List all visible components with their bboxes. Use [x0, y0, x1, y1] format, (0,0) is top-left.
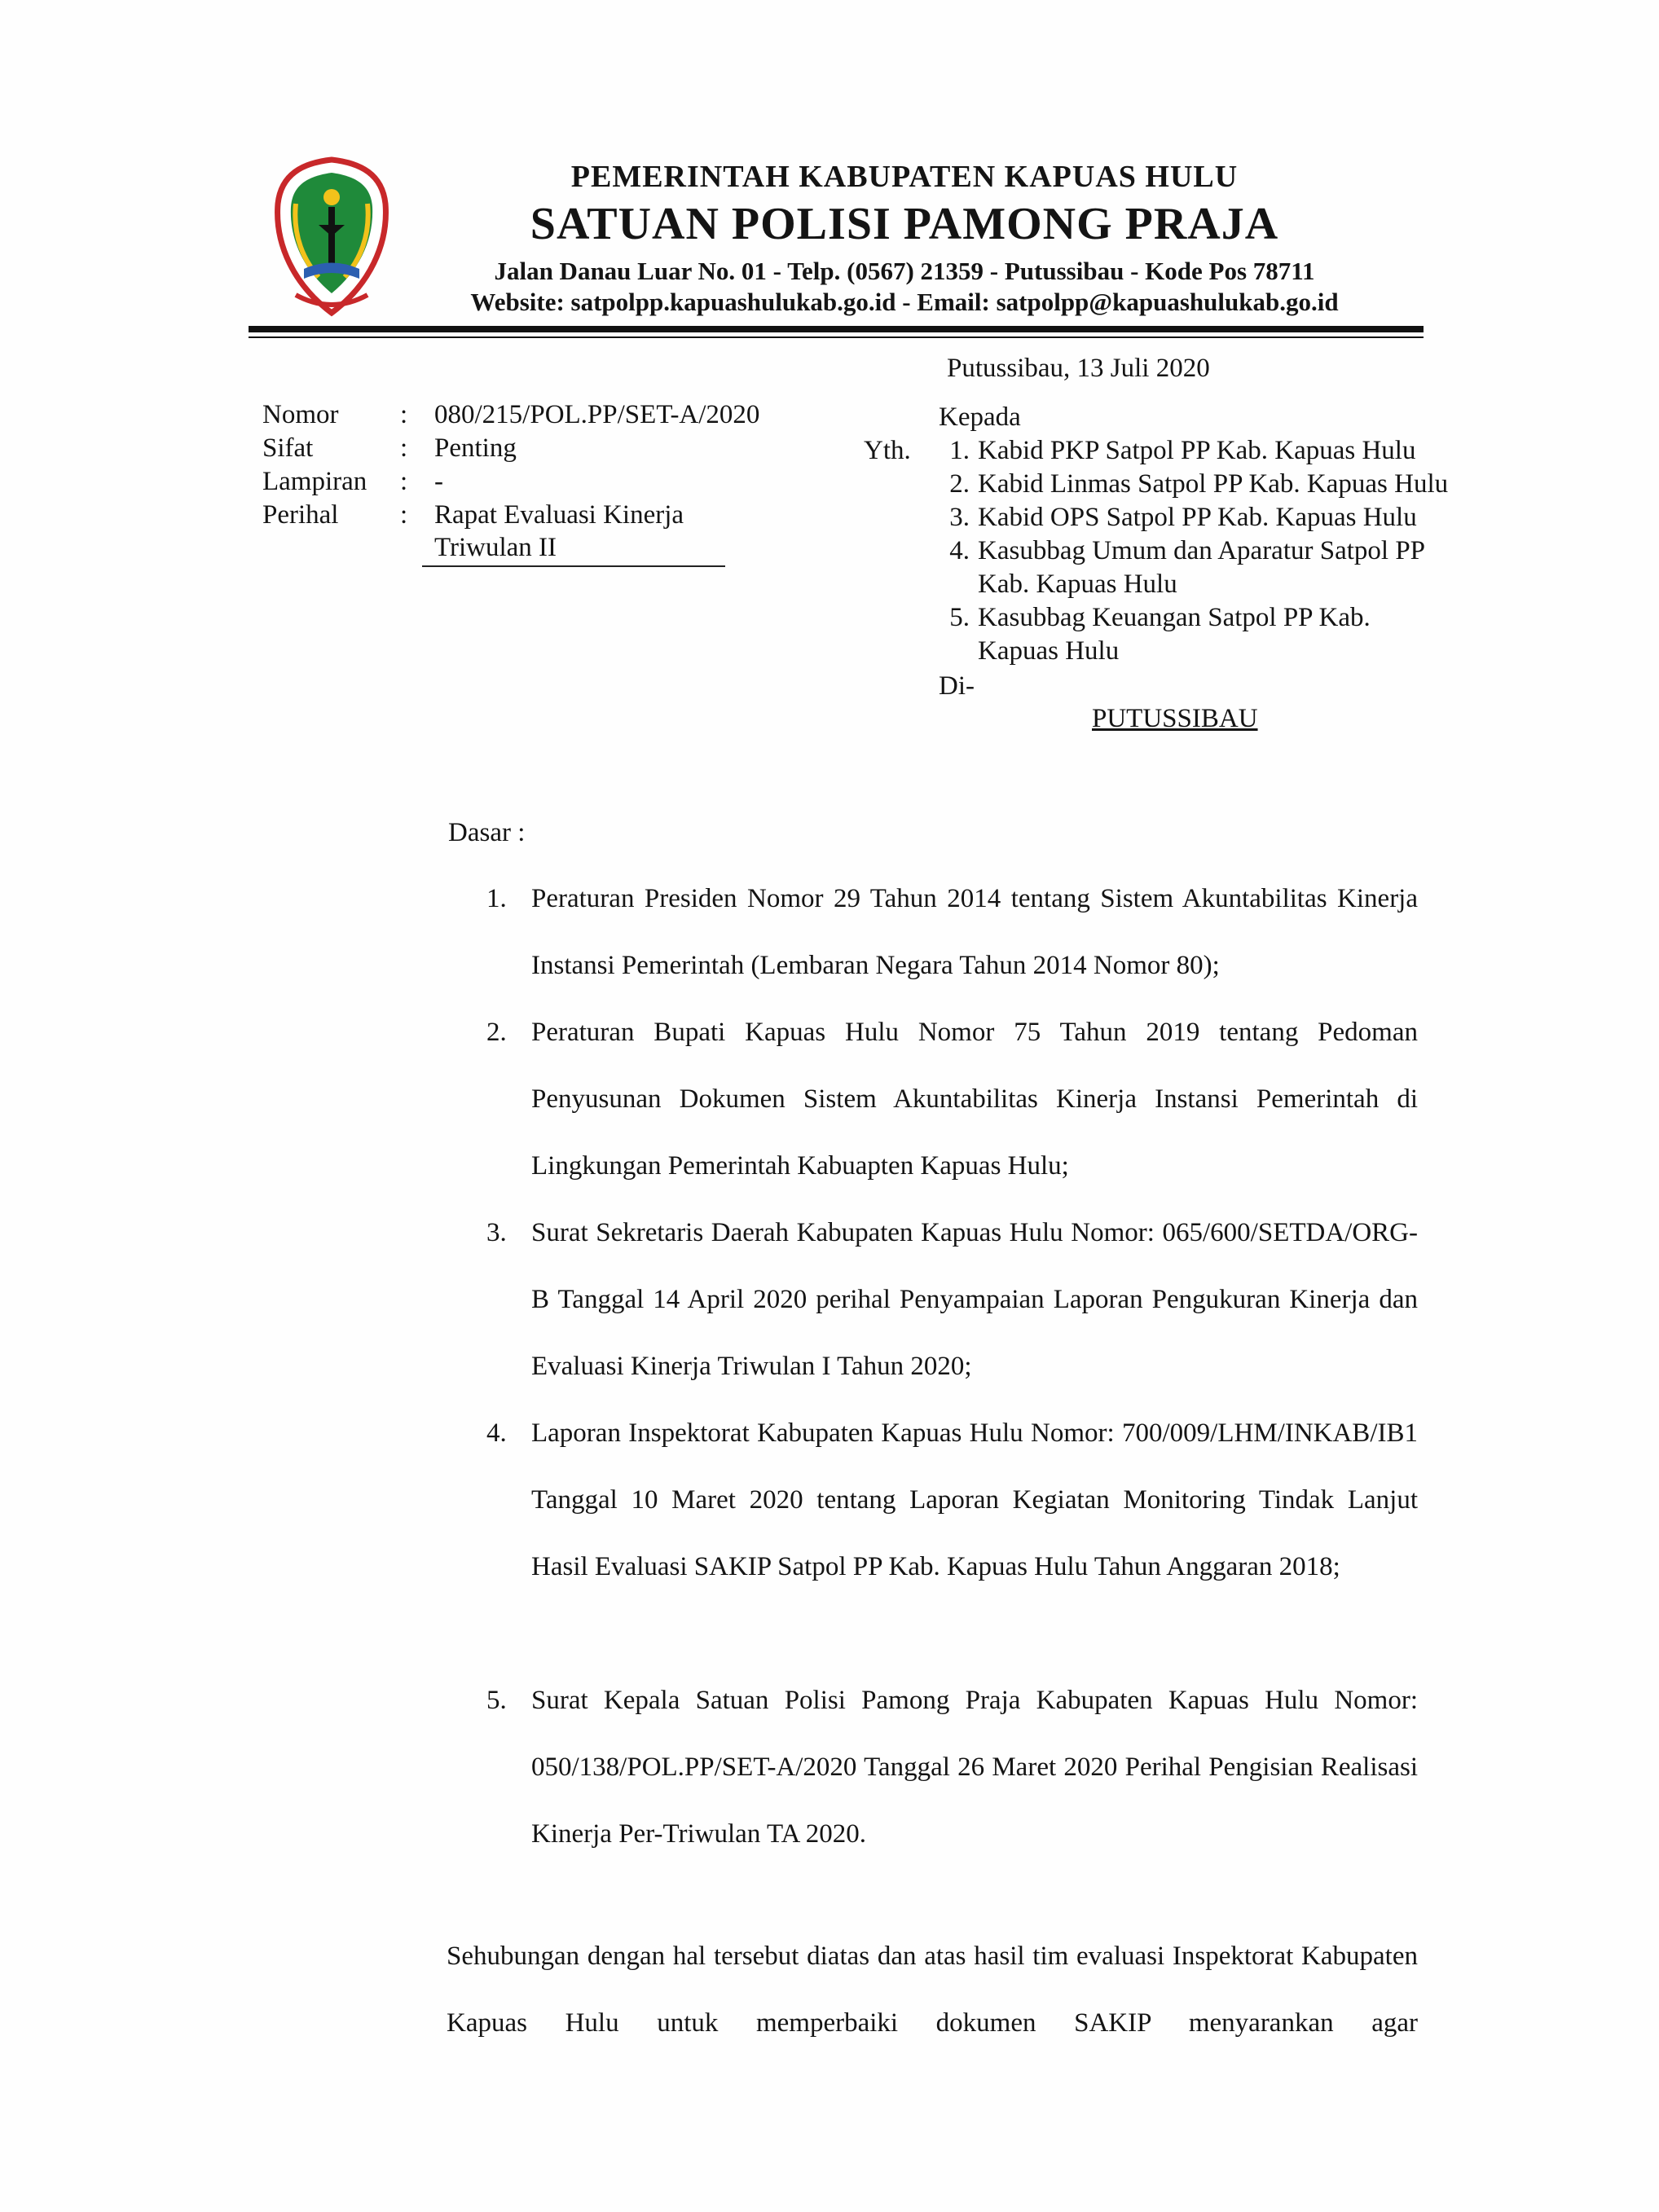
nomor-label: Nomor	[262, 400, 339, 429]
lampiran-label: Lampiran	[262, 467, 367, 496]
basis-number: 1.	[486, 884, 507, 913]
addressee-number: 2.	[949, 469, 970, 499]
letterhead-agency: SATUAN POLISI PAMONG PRAJA	[530, 199, 1279, 249]
letterhead-address: Jalan Danau Luar No. 01 - Telp. (0567) 21359 - Putussibau - Kode Pos 78711	[494, 257, 1315, 285]
addressee-number: 5.	[949, 603, 970, 632]
perihal-label: Perihal	[262, 500, 339, 530]
closing-paragraph: Sehubungan dengan hal tersebut diatas dan atas hasil tim evaluasi Inspektorat Kabupaten Kapuas Hulu untuk memperbaiki dokumen SAKIP menyarankan agar	[447, 1942, 1418, 2038]
basis-item: Surat Kepala Satuan Polisi Pamong Praja Kabupaten Kapuas Hulu Nomor: 050/138/POL.PP/SET-A/2020 Tanggal 26 Maret 2020 Perihal Pengisian Realisasi Kinerja Per-Triwulan TA 2020.	[531, 1686, 1418, 1849]
addressee-number: 3.	[949, 503, 970, 532]
yth-label: Yth.	[864, 436, 911, 465]
sifat-colon: :	[400, 433, 408, 463]
perihal-underline	[422, 565, 725, 567]
perihal-colon: :	[400, 500, 408, 530]
letter-date: Putussibau, 13 Juli 2020	[947, 354, 1210, 383]
addressee-item-continued: Kab. Kapuas Hulu	[978, 569, 1177, 599]
destination-city: PUTUSSIBAU	[1092, 704, 1258, 733]
kepada-label: Kepada	[939, 402, 1021, 432]
basis-item: Peraturan Presiden Nomor 29 Tahun 2014 tentang Sistem Akuntabilitas Kinerja Instansi Pemerintah (Lembaran Negara Tahun 2014 Nomor 80);	[531, 884, 1418, 980]
addressee-number: 4.	[949, 536, 970, 565]
kapuas-hulu-emblem-icon	[271, 155, 392, 318]
addressee-number: 1.	[949, 436, 970, 465]
letterhead-government: PEMERINTAH KABUPATEN KAPUAS HULU	[570, 160, 1239, 194]
di-label: Di-	[939, 671, 975, 701]
sifat-label: Sifat	[262, 433, 314, 463]
basis-number: 2.	[486, 1018, 507, 1047]
addressee-item: Kabid OPS Satpol PP Kab. Kapuas Hulu	[978, 503, 1417, 532]
letterhead-rule-thin	[249, 336, 1424, 338]
basis-number: 3.	[486, 1218, 507, 1247]
lampiran-value: -	[434, 467, 443, 496]
addressee-item: Kabid PKP Satpol PP Kab. Kapuas Hulu	[978, 436, 1416, 465]
addressee-item: Kasubbag Umum dan Aparatur Satpol PP	[978, 536, 1426, 565]
addressee-item-continued: Kapuas Hulu	[978, 636, 1120, 666]
basis-number: 5.	[486, 1686, 507, 1715]
nomor-colon: :	[400, 400, 408, 429]
letterhead-contact: Website: satpolpp.kapuashulukab.go.id - Email: satpolpp@kapuashulukab.go.id	[470, 288, 1339, 316]
perihal-value-line2: Triwulan II	[434, 533, 557, 562]
nomor-value: 080/215/POL.PP/SET-A/2020	[434, 400, 760, 429]
addressee-item: Kasubbag Keuangan Satpol PP Kab.	[978, 603, 1371, 632]
letterhead-rule-thick	[249, 326, 1424, 332]
perihal-value-line1: Rapat Evaluasi Kinerja	[434, 500, 684, 530]
sifat-value: Penting	[434, 433, 517, 463]
dasar-label: Dasar :	[448, 818, 526, 847]
basis-item: Peraturan Bupati Kapuas Hulu Nomor 75 Tahun 2019 tentang Pedoman Penyusunan Dokumen Sistem Akuntabilitas Kinerja Instansi Pemerintah di Lingkungan Pemerintah Kabuapten Kapuas Hulu;	[531, 1018, 1418, 1181]
basis-item: Laporan Inspektorat Kabupaten Kapuas Hulu Nomor: 700/009/LHM/INKAB/IB1 Tanggal 10 Maret 2020 tentang Laporan Kegiatan Monitoring Tindak Lanjut Hasil Evaluasi SAKIP Satpol PP Kab. Kapuas Hulu Tahun Anggaran 2018;	[531, 1418, 1418, 1581]
basis-number: 4.	[486, 1418, 507, 1448]
addressee-item: Kabid Linmas Satpol PP Kab. Kapuas Hulu	[978, 469, 1449, 499]
basis-item: Surat Sekretaris Daerah Kabupaten Kapuas Hulu Nomor: 065/600/SETDA/ORG-B Tanggal 14 April 2020 perihal Penyampaian Laporan Pengukuran Kinerja dan Evaluasi Kinerja Triwulan I Tahun 2020;	[531, 1218, 1418, 1381]
lampiran-colon: :	[400, 467, 408, 496]
